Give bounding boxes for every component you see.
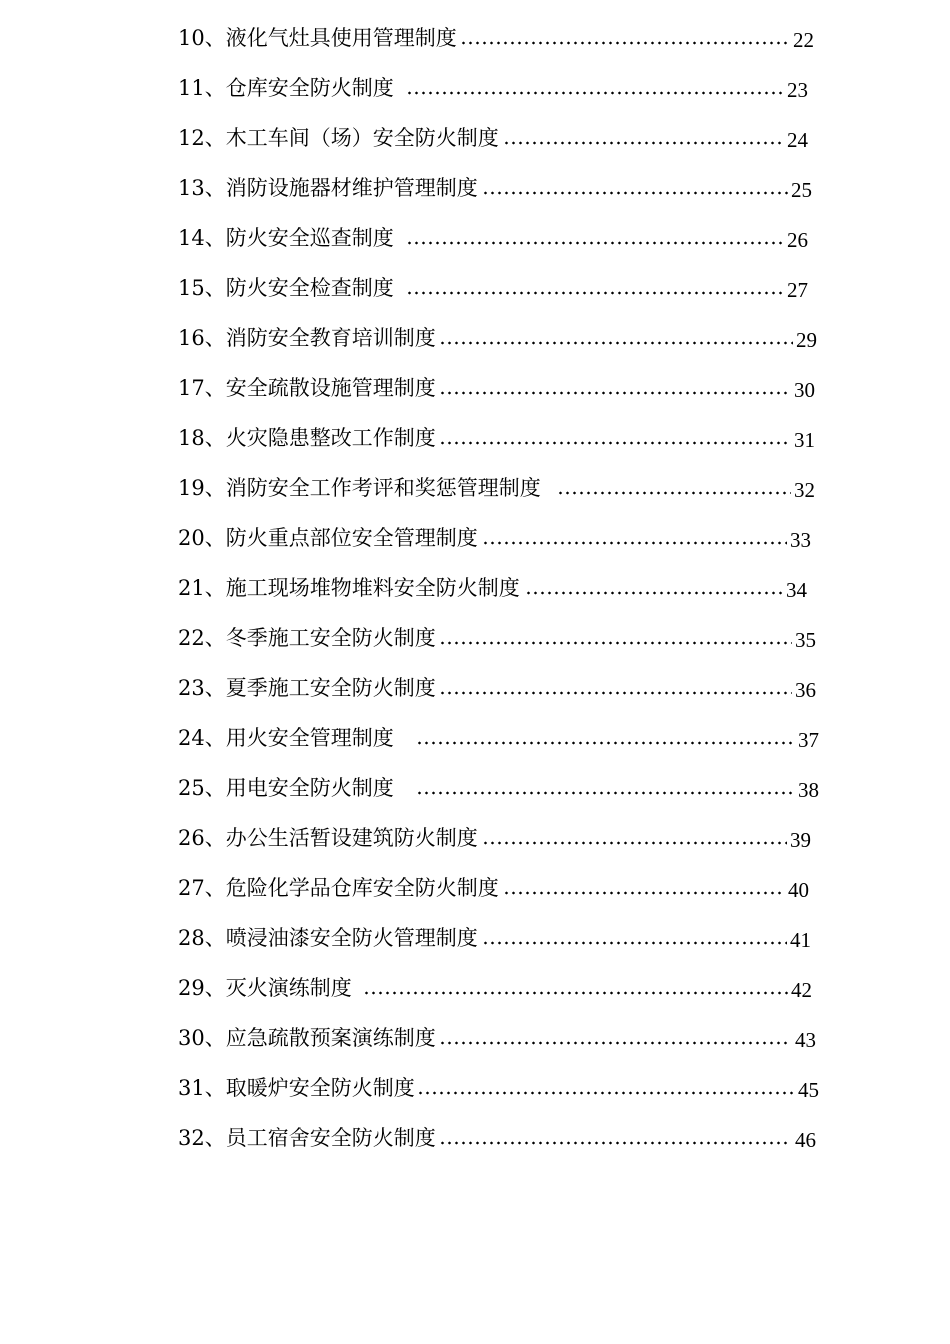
- toc-entry-title: 11、仓库安全防火制度: [178, 76, 394, 100]
- dot-leader: [439, 640, 792, 646]
- toc-entry-title: 15、防火安全检查制度: [178, 276, 394, 300]
- dot-leader: [482, 840, 787, 846]
- toc-entry-21[interactable]: [0, 570, 950, 620]
- toc-entry-26[interactable]: [0, 820, 950, 870]
- toc-entry-page: 41: [790, 928, 811, 952]
- toc-entry-title: 10、液化气灶具使用管理制度: [178, 26, 457, 50]
- toc-entry-title: 13、消防设施器材维护管理制度: [178, 176, 478, 200]
- toc-entry-22[interactable]: [0, 620, 950, 670]
- toc-entry-12[interactable]: [0, 120, 950, 170]
- toc-entry-page: 37: [798, 728, 819, 752]
- toc-entry-page: 26: [787, 228, 808, 252]
- toc-entry-23[interactable]: [0, 670, 950, 720]
- toc-entry-29[interactable]: [0, 970, 950, 1020]
- dot-leader: [503, 140, 784, 146]
- toc-entry-title: 17、安全疏散设施管理制度: [178, 376, 436, 400]
- toc-entry-25[interactable]: [0, 770, 950, 820]
- toc-entry-title: 12、木工车间（场）安全防火制度: [178, 126, 499, 150]
- toc-entry-title: 26、办公生活暂设建筑防火制度: [178, 826, 478, 850]
- toc-entry-page: 36: [795, 678, 816, 702]
- dot-leader: [406, 90, 784, 96]
- toc-entry-28[interactable]: [0, 920, 950, 970]
- dot-leader: [363, 990, 788, 996]
- toc-entry-title: 28、喷浸油漆安全防火管理制度: [178, 926, 478, 950]
- toc-entry-page: 23: [787, 78, 808, 102]
- toc-entry-title: 21、施工现场堆物堆料安全防火制度: [178, 576, 520, 600]
- toc-entry-title: 16、消防安全教育培训制度: [178, 326, 436, 350]
- toc-entry-27[interactable]: [0, 870, 950, 920]
- dot-leader: [416, 740, 795, 746]
- toc-entry-page: 39: [790, 828, 811, 852]
- toc-entry-page: 29: [796, 328, 817, 352]
- toc-entry-14[interactable]: [0, 220, 950, 270]
- dot-leader: [439, 390, 791, 396]
- toc-entry-page: 43: [795, 1028, 816, 1052]
- toc-entry-page: 27: [787, 278, 808, 302]
- dot-leader: [417, 1090, 795, 1096]
- toc-entry-17[interactable]: [0, 370, 950, 420]
- toc-entry-19[interactable]: [0, 470, 950, 520]
- dot-leader: [503, 890, 785, 896]
- toc-entry-32[interactable]: [0, 1120, 950, 1170]
- toc-entry-page: 45: [798, 1078, 819, 1102]
- dot-leader: [406, 290, 784, 296]
- toc-entry-title: 25、用电安全防火制度: [178, 776, 394, 800]
- table-of-contents: [0, 20, 950, 1170]
- toc-entry-page: 33: [790, 528, 811, 552]
- toc-entry-title: 14、防火安全巡查制度: [178, 226, 394, 250]
- dot-leader: [406, 240, 784, 246]
- toc-entry-15[interactable]: [0, 270, 950, 320]
- toc-entry-page: 25: [791, 178, 812, 202]
- dot-leader: [482, 940, 787, 946]
- toc-entry-30[interactable]: [0, 1020, 950, 1070]
- dot-leader: [439, 1140, 791, 1146]
- dot-leader: [439, 1040, 791, 1046]
- toc-entry-page: 34: [786, 578, 807, 602]
- toc-entry-page: 24: [787, 128, 808, 152]
- toc-entry-page: 42: [791, 978, 812, 1002]
- toc-entry-title: 20、防火重点部位安全管理制度: [178, 526, 478, 550]
- toc-entry-page: 22: [793, 28, 814, 52]
- toc-entry-page: 38: [798, 778, 819, 802]
- toc-entry-13[interactable]: [0, 170, 950, 220]
- toc-entry-11[interactable]: [0, 70, 950, 120]
- dot-leader: [557, 490, 791, 496]
- toc-entry-page: 30: [794, 378, 815, 402]
- toc-entry-page: 40: [788, 878, 809, 902]
- toc-entry-page: 31: [794, 428, 815, 452]
- toc-entry-20[interactable]: [0, 520, 950, 570]
- toc-entry-title: 29、灭火演练制度: [178, 976, 352, 1000]
- toc-entry-10[interactable]: [0, 20, 950, 70]
- dot-leader: [439, 340, 793, 346]
- toc-entry-title: 30、应急疏散预案演练制度: [178, 1026, 436, 1050]
- toc-entry-title: 32、员工宿舍安全防火制度: [178, 1126, 436, 1150]
- toc-entry-16[interactable]: [0, 320, 950, 370]
- dot-leader: [460, 40, 790, 46]
- toc-entry-page: 35: [795, 628, 816, 652]
- dot-leader: [439, 690, 792, 696]
- toc-entry-title: 18、火灾隐患整改工作制度: [178, 426, 436, 450]
- toc-entry-title: 22、冬季施工安全防火制度: [178, 626, 436, 650]
- toc-entry-18[interactable]: [0, 420, 950, 470]
- dot-leader: [482, 190, 788, 196]
- dot-leader: [525, 590, 783, 596]
- toc-entry-title: 19、消防安全工作考评和奖惩管理制度: [178, 476, 541, 500]
- toc-entry-24[interactable]: [0, 720, 950, 770]
- toc-entry-31[interactable]: [0, 1070, 950, 1120]
- dot-leader: [416, 790, 795, 796]
- toc-entry-title: 27、危险化学品仓库安全防火制度: [178, 876, 499, 900]
- toc-entry-title: 23、夏季施工安全防火制度: [178, 676, 436, 700]
- toc-entry-page: 46: [795, 1128, 816, 1152]
- dot-leader: [482, 540, 787, 546]
- toc-entry-title: 31、取暖炉安全防火制度: [178, 1076, 415, 1100]
- toc-entry-page: 32: [794, 478, 815, 502]
- dot-leader: [439, 440, 791, 446]
- toc-entry-title: 24、用火安全管理制度: [178, 726, 394, 750]
